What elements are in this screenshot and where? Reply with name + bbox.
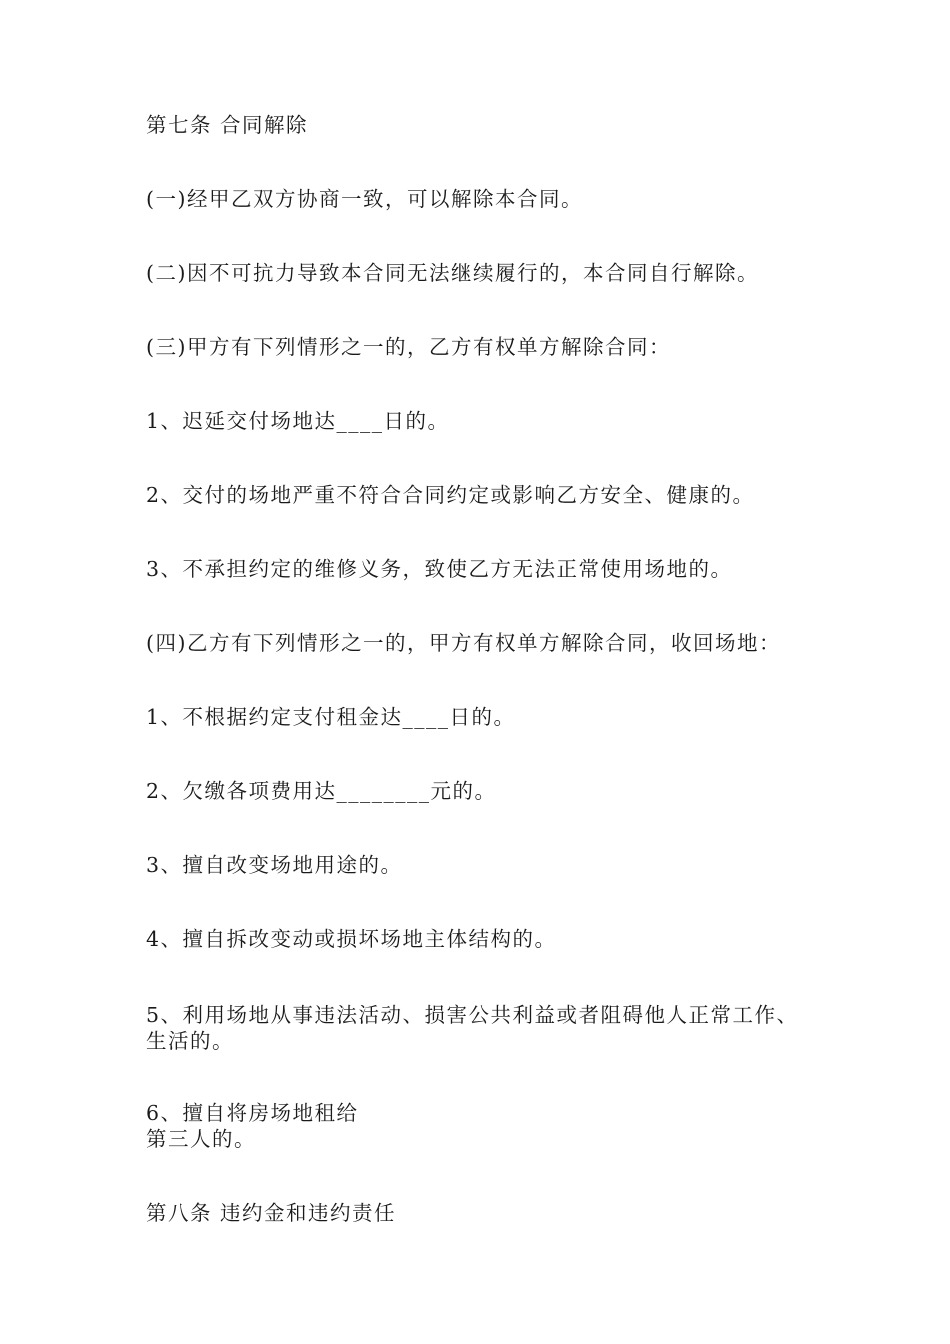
clause-4: (四)乙方有下列情形之一的，甲方有权单方解除合同，收回场地： [146,631,781,655]
clause-3-item-1: 1、迟延交付场地达____日的。 [146,409,450,433]
clause-4-item-5-line-2: 生活的。 [146,1029,234,1053]
clause-4-item-6-line-1: 6、擅自将房场地租给 [146,1101,359,1125]
clause-4-item-5-line-1: 5、利用场地从事违法活动、损害公共利益或者阻碍他人正常工作、 [146,1003,799,1027]
section-heading-7: 第七条 合同解除 [146,113,309,137]
clause-3: (三)甲方有下列情形之一的，乙方有权单方解除合同： [146,335,671,359]
clause-3-item-3: 3、不承担约定的维修义务，致使乙方无法正常使用场地的。 [146,557,733,581]
clause-3-item-2: 2、交付的场地严重不符合合同约定或影响乙方安全、健康的。 [146,483,755,507]
clause-2: (二)因不可抗力导致本合同无法继续履行的，本合同自行解除。 [146,261,759,285]
clause-4-item-6-line-2: 第三人的。 [146,1127,256,1151]
clause-1: (一)经甲乙双方协商一致，可以解除本合同。 [146,187,583,211]
clause-4-item-2: 2、欠缴各项费用达________元的。 [146,779,497,803]
clause-4-item-1: 1、不根据约定支付租金达____日的。 [146,705,516,729]
section-heading-8: 第八条 违约金和违约责任 [146,1201,397,1225]
clause-4-item-4: 4、擅自拆改变动或损坏场地主体结构的。 [146,927,557,951]
clause-4-item-3: 3、擅自改变场地用途的。 [146,853,403,877]
